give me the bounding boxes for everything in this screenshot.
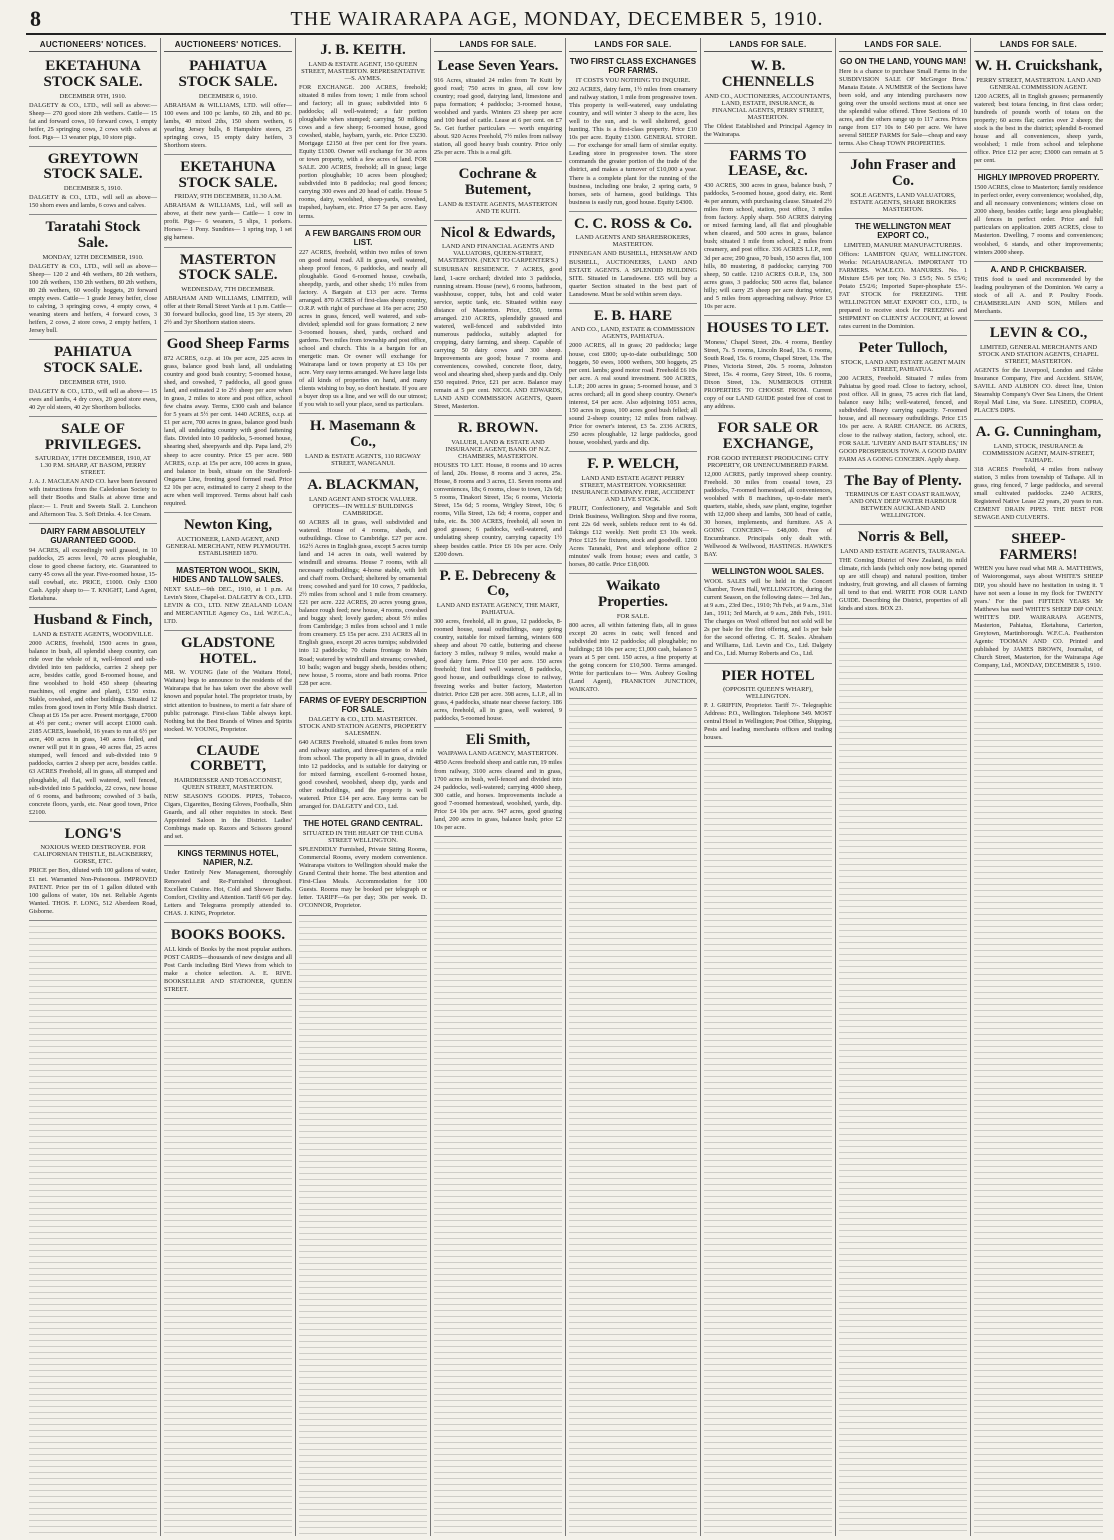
ad-body: HOUSES TO LET. House, 8 rooms and 10 acres of land, 20s. House, 8 rooms and 3 acres, 25s. House, 8 rooms and 3 acres, £1. Seven rooms and conveniences, 18s; 6 rooms, close to town, 12s 6d; 5 rooms, Tinakori Street, 15s; 6 rooms, Victoria Street, 15s 6d; 5 rooms, Wrigley Street, 10s; 6 rooms, Villa Street, 12s 6d; 4 rooms, copper and tubs, etc. 8s. 300 ACRES, freehold, all sown in good grasses; 6 paddocks, well-watered, and undulating sheep country, carrying capacity 1½ sheep besides cattle. Price £6 10s per acre. Only £200 down. [434, 462, 562, 558]
ad-body: DALGETY & CO., LTD., will sell as above:— Sheep— 270 good store 2th wethers. Cattle— 15 fat and forward cows, 10 forward cows, 1 empty heifer, 25 springing cows, 2 cows with calves at foot. Pigs— 13 weaner pigs, 10 store pigs. [29, 101, 157, 141]
advertisement [29, 215, 157, 340]
ad-body: 800 acres, all within fattening flats, all in grass except 20 acres in oats; well fenced and subdivided into 12 paddocks; all ploughable; no buildings; £8 10s per acre; £1,000 cash, balance 5 years at 5 per cent. 150 acres, a fine property at the going concern for £10,500. Terms arranged. Write for particulars to— Wm. Aubrey Gosling (Land Agent), FRANKTON JUNCTION, WAIKATO. [569, 621, 697, 694]
ad-title: MASTERTON WOOL, SKIN, HIDES AND TALLOW SALES. [172, 565, 284, 584]
ad-body: THE Coming District of New Zealand, its mild climate, rich lands (which only now being opened up are still cheap) and natural position, timber industry, fruit growing, and all classes of farming all tend to that end. WRITE FOR OUR LAND GUIDE. Describing the District, properties of all kinds and sizes. BOX 23. [839, 557, 967, 613]
advertisement [569, 54, 697, 212]
ad-title: SHEEP-FARMERS! [999, 530, 1078, 563]
ad-title: Peter Tulloch, [858, 340, 948, 357]
column-1 [26, 38, 161, 1536]
column-text-filler [164, 999, 292, 1536]
ad-subtitle: LAND AND ESTATE AGENTS, TAURANGA. [840, 548, 966, 556]
advertisement [974, 262, 1103, 321]
advertisement [299, 473, 427, 693]
advertisement [29, 147, 157, 216]
ad-subtitle: LAND AND ESTATE AGENCY, THE MART, PAHIATUA. [436, 602, 560, 617]
ad-body: 'Moness,' Chapel Street, 20s. 4 rooms, Bentley Street, 7s. 5 rooms, Lincoln Road, 13s. 6 rooms, South Road, 15s. 6 rooms, Chapel Street, 13s. The Pines, Victoria Street, 20s. 5 rooms, Johnston Street, 15s. 4 rooms, Grey Street, 10s. 6 rooms, Dixon Street, 13s. NUMEROUS OTHER PROPERTIES TO CHOOSE FROM. Current copy of our LAND GUIDE posted free of cost to any address. [704, 338, 832, 410]
ad-body: FOR EXCHANGE. 200 ACRES, freehold; situated 8 miles from town; 1 mile from school and factory; all in grass; subdivided into 6 paddocks; all well-watered; a fair portion ploughable when stumped; carrying 50 milking cows and a few sheep; 6-roomed house, good cowshed, stable, haybarn, yards, etc. Price £3230. Mortgage £2150 at five per cent for five years. Equity £1300. Owner will exchange for 30 acres or town property, with a few acres of land. FOR SALE. 200 ACRES, freehold; all in grass; large portion ploughable; 10 acres been ploughed; subdivided into 8 paddocks; real good fences; carrying 300 ewes and 20 head of cattle. House 5 rooms, dairy, woolshed, sheep-yards, cowshed, trapshed, haybarn, etc. Price £7 5s per acre. Easy terms. [299, 83, 427, 220]
advertisement [434, 416, 562, 563]
column-text-filler [569, 699, 697, 1536]
advertisement [839, 469, 967, 526]
ad-title: HIGHLY IMPROVED PROPERTY. [977, 173, 1100, 183]
ad-body: WHEN you have read what MR A. MATTHEWS, of Waiorongomai, says about WHITE'S SHEEP DIP, you should have no hesitation in using it. 'I have not seen a louse in my flock for TWENTY years.' For the past FIFTEEN YEARS Mr Matthews has used WHITE'S SHEEP DIP ONLY. WHITE'S DIP. WAIRARAPA AGENTS, Masterton, Pahiatua, Eketahuna, Carterton, Greytown, Martinborough. W.F.C.A. Featherston Agents: TOOMAN AND CO. Printed and published by JAMES BROWN, Journalist, of Church Street, Masterton, for the Wairarapa Age Company, Ltd., MONDAY, DECEMBER 5, 1910. [974, 565, 1103, 669]
advertisement [974, 321, 1103, 420]
advertisement [29, 524, 157, 608]
ad-title: Taratahi Stock Sale. [45, 219, 141, 252]
advertisement [839, 153, 967, 219]
column-text-filler [434, 837, 562, 1536]
ad-subtitle: AND CO., LAND, ESTATE & COMMISSION AGENTS, PAHIATUA. [571, 326, 695, 341]
ad-title: SALE OF PRIVILEGES. [44, 420, 142, 453]
ad-subtitle: VALUER, LAND & ESTATE AND INSURANCE AGENT, BANK OF N.Z. CHAMBERS, MASTERTON. [445, 439, 551, 461]
ad-body: 430 ACRES, 300 acres in grass, balance bush, 7 paddocks, 5-roomed house, good dairy, etc. Rent 4s per annum, with purchasing clause. Situated 2½ miles from school, station, post office, 3 miles from factory. Apply sharp. 560 ACRES dairying or mixed farming land, all flat and ploughable when cleared, and 500 acres in grass, balance bush; situated 1 mile from school, 2 miles from creamery, and post office. 336 ACRES L.I.P., rent 3d per acre; 290 grass, 70 bush, 150 acres flat, 100 hills, 80 mustering, 8 paddocks; carrying 700 sheep, 50 cattle. 1210 ACRES O.R.P., 13s, 300 acres grass, 3 paddocks; 500 acres flat, balance hilly; will carry 25 sheep per acre during winter, and 5 miles from approaching railway. Price £3 10s per acre. [704, 182, 833, 310]
ad-subtitle: DECEMBER 5, 1910. [63, 185, 123, 193]
column-4 [431, 38, 566, 1536]
column-text-filler [299, 916, 427, 1536]
ad-body: MR. W. YOUNG (late of the Waitara Hotel, Waitara) begs to announce to the residents of the Wairarapa that he has taken over the above well known and popular hotel. The proprietor trusts, by strict attention to business, to merit a fair share of public patronage. First-class Table always kept. Nothing but the Best Brands of Wines and Spirits stocked. W. YOUNG, Proprietor. [164, 669, 292, 733]
ad-body: 916 Acres, situated 24 miles from Te Kuiti by good road; 750 acres in grass, all cow low country; road good, dairying land, limestone and papa formation; 4 paddocks; 3-roomed house, woolshed and yards. Winters 23 sheep per acre and 100 head of cattle. Lease at 6 per cent. on £7 5s. Get further particulars — worth enquiring about. 920 Acres Freehold, 7½ miles from railway station, all good heavy bush country. Price only 25s per acre. This is a real gift. [434, 76, 562, 157]
ad-body: ABRAHAM & WILLIAMS, LTD. will offer— 100 ewes and 100 pc lambs, 60 2th, and 80 pc. lambs, 40 mixed 2ths, 150 shorn wethers, 6 yearling Jersey bulls, 8 Hampshire steers, 25 springing cows, 15 empty dairy heifers, 3 Shorthorn steers. [164, 101, 292, 149]
ad-body: DALGETY & CO., LTD., will sell as above— Sheep— 120 2 and 4th wethers, 80 2th wethers, 100 2th wethers, 130 2th wethers, 80 2th wethers, 80 2th wethers, 60 woolly hoggets, 20 forward empty ewes. Cattle— 1 grade Jersey heifer, close to calving, 3 springing cows, 4 empty cows, 4 weaning steers and heifers, 4 forward cows, 3 heifers, 2 cows, 2 store cows, 2 empty heifers, 1 Jersey bull. [29, 262, 157, 335]
column-text-filler [29, 921, 157, 1536]
ad-body: Offices: LAMBTON QUAY, WELLINGTON. Works: NGAHAURANGA. IMPORTANT TO FARMERS. W.M.E.CO. MANURES. No. 1 Mixture £5/6 per ton; No. 3 £5/5; No. 5 £5/6; Potato £5/2/6; Imported Super-phosphate £5/-. FAT STOCK for FREEZING. THE WELLINGTON MEAT EXPORT CO., LTD., is prepared to receive stock for FREEZING and SHIPMENT on CLIENTS' ACCOUNT, at lowest rates current in the Dominion. [839, 250, 967, 331]
ad-body: ABRAHAM & WILLIAMS, Ltd., will sell as above, at their new yards— Cattle— 1 cow in profit. Pigs— 6 weaners, 5 slips, 1 porkers. Horses— 1 Pony. Sundries— 1 spring trap, 1 set gig harness. [164, 202, 292, 242]
column-text-filler [974, 675, 1103, 1536]
ad-subtitle: LAND & ESTATE AGENTS, MASTERTON AND TE KUITI. [438, 200, 558, 215]
ad-title: PAHIATUA STOCK SALE. [178, 58, 278, 90]
advertisement [704, 416, 832, 564]
ad-body: The Oldest Established and Principal Agency in the Wairarapa. [704, 122, 832, 138]
ad-body: Under Entirely New Management, thoroughly Renovated and Re-Furnished throughout. Excellent Cuisine. Hot, Cold and Shower Baths. Comfort, Civility and Attention. Tariff 6/6 per day. Letters and Telegrams promptly attended to. CHAS. J. KING, Proprietor. [164, 869, 292, 917]
ad-title: EKETAHUNA STOCK SALE. [43, 58, 143, 90]
ad-body: 227 ACRES, freehold, within two miles of town on good metal road. All in grass, well watered, sheep proof fences, 6 paddocks, and nearly all ploughable. Good 6-roomed house, cowbails, sheepdip, yards, and other sheds; 1½ miles from factory. A Bargain at £13 per acre. Terms arranged. 870 ACRES of first-class sheep country, O.R.P. with right of purchase at 16s per acre; 250 acres in grass, fenced, well watered, and sub-divided; splendid soil for grass formation; 2 new 3-roomed houses, shed, yards, orchard and gardens. Two miles from township and post office, school and church. This is a bargain for an energetic man. Or owner will exchange for Wairarapa land or town property at £3 10s per acre. Very easy terms arranged. We have large lists of all kinds of properties on hand, and many clients wishing to buy, so don't hesitate. If you are a buyer drop us a line, and we will do our utmost; if you wish to sell your place, send us particulars. [299, 248, 427, 409]
advertisement [434, 54, 562, 162]
ad-title: The Bay of Plenty. [844, 472, 962, 489]
ad-body: 12,000 ACRES, partly improved sheep country. Freehold. 30 miles from coastal town, 23 paddocks, 7-roomed homestead, all conveniences, woolshed with 8 machines, up-to-date men's quarters, stable, sheds, saw plant, engine, together with 12,000 sheep and lambs, 300 head of cattle, 30 horses, implements, and furniture. AS A GOING CONCERN— £48,000. Free of Encumbrance. Principals only dealt with. Wellwood & Wellwood, HASTINGS. HAWKE'S BAY. [704, 470, 832, 558]
ad-title: FARMS TO LEASE, &c. [728, 147, 808, 180]
advertisement [434, 221, 562, 417]
advertisement [299, 693, 427, 816]
ad-body: 4850 Acres freehold sheep and cattle run, 19 miles from railway, 3100 acres cleared and in grass, 1700 acres in bush, well-fenced and divided into 24 paddocks, well-watered; carrying 4000 sheep, 300 cattle, and horses. Improvements include a good 7-roomed homestead, woolshed, yards, dip. Price £4 10s per acre. 947 acres, good grazing land, 200 acres in grass, balance bush; price £2 10s per acre. [434, 759, 562, 831]
ad-subtitle: TERMINUS OF EAST COAST RAILWAY, AND ONLY DEEP WATER HARBOUR BETWEEN AUCKLAND AND WELLINGTON. [845, 491, 961, 520]
ad-subtitle: DECEMBER 6TH, 1910. [59, 378, 127, 386]
ad-body: 318 ACRES Freehold, 4 miles from railway station, 3 miles from township of Taihape. All in grass, ring fenced, 7 large paddocks, and several small cultivated paddocks. 2240 ACRES, Registered Native Lease 22 years, 20 years to run. CEMENT DRAIN PIPES. THE BEST FOR SEWAGE AND CULVERTS. [974, 465, 1103, 521]
ad-subtitle: SOLE AGENTS, LAND VALUATORS, ESTATE AGENTS, SHARE BROKERS MASTERTON. [849, 191, 957, 213]
advertisement [164, 332, 292, 513]
ad-title: A. BLACKMAN, [307, 476, 419, 493]
ad-subtitle: NOXIOUS WEED DESTROYER. FOR CALIFORNIAN THISTLE, BLACKBERRY, GORSE, ETC. [33, 844, 153, 866]
column-text-filler [839, 619, 967, 1536]
ad-title: THE WELLINGTON MEAT EXPORT CO., [854, 221, 952, 240]
ad-title: E. B. HARE [593, 307, 673, 324]
ad-subtitle: LIMITED, MANURE MANUFACTURERS. [843, 241, 963, 249]
advertisement [164, 155, 292, 248]
advertisement [29, 608, 157, 822]
ad-body: P. J. GRIFFIN, Proprietor. Tariff 7/-. Telegraphic Address: P.O., Wellington. Telephone 349. MOST central Hotel in Wellington; Post Office, Shipping, Pests and leading merchants offices and trading houses. [704, 702, 832, 742]
ad-title: F. P. WELCH, [587, 456, 679, 473]
ad-title: THE HOTEL GRAND CENTRAL. [303, 819, 423, 829]
ad-body: NEW SEASON'S GOODS. PIPES, Tobacco, Cigars, Cigarettes, Boxing Gloves, Footballs, Shin Guards, and all other requisites in stock. Best Appointed Saloon in the District. Ladies' Combings made up. Razors and Scissors ground and set. [164, 793, 292, 841]
column-2 [161, 38, 296, 1536]
advertisement [434, 162, 562, 221]
ad-body: NEXT SALE—9th DEC., 1910, at 1 p.m. At Levin's Store, Chapel-st. DALGETY & CO., LTD. LEVIN & CO., LTD. NEW ZEALAND LOAN and MERCANTILE Agency Co., Ltd. W.F.C.A., LTD. [164, 585, 292, 625]
ad-subtitle: HAIRDRESSER AND TOBACCONIST, QUEEN STREET, MASTERTON. [174, 777, 282, 792]
advertisement [164, 631, 292, 739]
ad-title: Eli Smith, [465, 731, 531, 748]
advertisement [29, 54, 157, 147]
ad-subtitle: SITUATED IN THE HEART OF THE CUBA STREET WELLINGTON. [302, 830, 424, 845]
ad-title: GREYTOWN STOCK SALE. [43, 150, 143, 183]
ad-title: Lease Seven Years. [437, 58, 559, 74]
ad-body: AGENTS for the Liverpool, London and Globe Insurance Company, Fire and Accident. SHAW, SAVILL AND ALBION CO. direct line, Union Steamship Company's Over Sea Liners, the Orient Royal Mail Line, via Suez. LINSEED, COPRA, PLACE'S DIPS. [974, 366, 1103, 414]
advertisement [974, 54, 1103, 170]
ad-subtitle: LAND AGENT AND STOCK VALUER. OFFICES—IN WELLS' BUILDINGS CAMBRIDGE. [308, 495, 418, 517]
ad-subtitle: DECEMBER 6, 1910. [198, 92, 258, 100]
ad-title: BOOKS BOOKS. [170, 926, 286, 943]
ad-subtitle: IT COSTS YOU NOTHING TO INQUIRE. [575, 77, 691, 84]
advertisement [974, 170, 1103, 261]
ad-title: A FEW BARGAINS FROM OUR LIST. [304, 228, 422, 247]
advertisement [704, 144, 832, 316]
ad-body: DALGETY & CO., LTD., will sell as above— 15 ewes and lambs, 4 dry cows, 20 good store ewes, 40 2yr old steers, 40 2yr Shorthorn bullocks. [29, 387, 157, 411]
ad-body: WOOL SALES will be held in the Concert Chamber, Town Hall, WELLINGTON, during the current Season, on the following dates:— 3rd Jan., at 9 a.m., 23rd Dec., 1910; 7th Feb., at 9 a.m., 31st Jan., 1911; 3rd March, at 9 a.m., 28th Feb., 1911. The charges on Wool offered but not sold will be 2s per bale for the first offering, and 1s per bale for the second offering. C. H. Scales. Abraham and Williams, Ltd. Levin and Co., Ltd. Dalgety and Co., Ltd. Murray Roberts and Co., Ltd. [704, 578, 832, 658]
ad-body: Here is a chance to purchase Small Farms in the SUBDIVISION SALE OF McGregor Bros.' Manaia Estate. A NUMBER of the Sections have been sold, and any intending purchasers now going over the unsold sections must at once see the splendid value offered. Three Sections of 10 acres, and the others range up to 117 acres. Prices range from £17 10s to £40 per acre. We have several SHEEP FARMS for Sale—cheap and easy terms. Also Cheap TOWN PROPERTIES. [839, 68, 967, 148]
ad-body: 640 ACRES Freehold, situated 6 miles from town and railway station, and three-quarters of a mile from school. The property is all in grass, divided into 12 paddocks, and is suitable for dairying or for mixed farming, excellent 6-roomed house, good cowshed, woolshed, sheep dip, yards and other outbuildings, and the property is well watered. Price £14 per acre. Easy terms can be arranged for. DALGETY and CO., Ltd. [299, 738, 427, 811]
ad-subtitle: AND CO., AUCTIONEERS, ACCOUNTANTS, LAND, ESTATE, INSURANCE, & FINANCIAL AGENTS, PERRY STREET, MASTERTON. [704, 92, 832, 121]
advertisement [704, 54, 832, 144]
advertisement [974, 420, 1103, 527]
ad-subtitle: LAND AGENTS AND SHAREBROKERS, MASTERTON. [575, 234, 691, 249]
advertisement [434, 728, 562, 837]
ad-title: GLADSTONE HOTEL. [181, 634, 275, 667]
ad-subtitle: LAND & ESTATE AGENT, 150 QUEEN STREET, MASTERTON. REPRESENTATIVE—S. AYMES. [301, 60, 425, 82]
ad-subtitle: DECEMBER 9TH, 1910. [59, 92, 127, 100]
ad-body: SPLENDIDLY Furnished, Private Sitting Rooms, Commercial Rooms, every modern convenience. Wairarapa visitors to Wellington should make the Grand Central their home. The best attention and First-Class Meals. Accommodation for 100 Guests. Rooms may be booked per telegraph or letter. TARIFF—6s per day; 30s per week. D. O'CONNOR, Proprietor. [299, 846, 427, 910]
ad-title: HOUSES TO LET. [706, 319, 830, 336]
advertisement [164, 923, 292, 999]
advertisement [299, 226, 427, 415]
advertisement [164, 513, 292, 563]
ad-title: KINGS TERMINUS HOTEL, NAPIER, N.Z. [177, 849, 279, 868]
ad-body: 1500 ACRES, close to Masterton; family residence in perfect order, every convenience; woolshed, dip, and all necessary conveniences; winters close on 2000 sheep, besides cattle; large area ploughable; all fences in perfect order. Price and full particulars on application. 2085 ACRES, close to Masterton. Dwelling, 7 rooms and conveniences; woolshed, 6 stands, and other improvements; winters 2000 sheep. [974, 184, 1103, 256]
advertisement [434, 564, 562, 728]
ad-subtitle: DALGETY & CO., LTD. MASTERTON. STOCK AND STATION AGENTS, PROPERTY SALESMEN. [299, 715, 427, 737]
column-3 [296, 38, 431, 1536]
ad-title: Waikato Properties. [597, 578, 669, 610]
ad-body: FINNEGAN AND BUSHELL, HENSHAW AND BUSHELL, AUCTIONEERS, LAND AND ESTATE AGENTS. A SPLENDID BUILDING SITE. Situated in Lansdowne. £65 will buy a quarter Section situated in the best part of Lansdowne. Must be sold within seven days. [569, 250, 697, 298]
column-heading: AUCTIONEERS' NOTICES. [164, 38, 292, 52]
ad-subtitle: LAND & ESTATE AGENTS, WOODVILLE. [33, 630, 153, 638]
ad-subtitle: LAND & ESTATE AGENTS, 110 RIGWAY STREET, WANGANUI. [305, 452, 421, 467]
ad-title: PAHIATUA STOCK SALE. [43, 344, 143, 376]
ad-body: 2000 ACRES, all in grass; 20 paddocks; large house, cost £800; up-to-date outbuildings; 500 hoggets, 50 ewes, 1000 wethers, 300 hoggets, 25 per cent. lambs; good motor road. Freehold £6 10s per acre. A real sound investment. 500 ACRES, L.I.P.; 200 acres in grass; 5-roomed house, and 3 acres orchard; all in good sheep country. Owner's interest, £4 per acre. Also adjoining 1051 acres, 150 acres in grass, 100 acres good bush felled; all sound 2-sheep country; 12 miles from railway. Price for owner's interest, £3 5s. 2336 ACRES, 250 acres ploughable, 12 large paddocks, good house, woolshed, yards and dip. [569, 342, 697, 447]
ad-body: 94 ACRES, all exceedingly well grassed, in 10 paddocks, 25 acres level, 70 acres ploughable, close to good cheese factory, etc. Guaranteed to carry 45 cows all the year. Five-roomed house, 15-stall cowbail, etc. PRICE, £1000. Only £300 Cash. Apply sharp to— T. KNIGHT, Land Agent, Eketahuna. [29, 546, 157, 602]
ad-body: ALL kinds of Books by the most popular authors. POST CARDS—thousands of new designs and all Post Cards including Bird Views from which to make a choice selection. A. E. RIVE. BOOKSELLER AND STATIONER, QUEEN STREET. [164, 945, 292, 993]
ad-title: A. AND P. CHICKBAISER. [990, 264, 1087, 274]
column-5 [566, 38, 701, 1536]
ad-title: H. Masemann & Co., [309, 418, 417, 451]
ad-subtitle: WEDNESDAY, 7TH DECEMBER. [181, 286, 275, 294]
ad-title: PIER HOTEL [721, 667, 815, 684]
column-heading: LANDS FOR SALE. [974, 38, 1103, 52]
ad-body: J. A. J. MACLEAN AND CO. have been favoured with instructions from the Caledonian Society to sell their Booths and Stalls at above time and place:— 1. Fruit and Sweets Stall. 2. Luncheon and Afternoon Tea. 3. Soft Drinks. 4. Ice Cream. [29, 478, 157, 518]
ad-body: DALGETY & CO., LTD., will sell as above— 150 shorn ewes and lambs, 6 cows and calves. [29, 194, 157, 210]
advertisement [299, 38, 427, 226]
page-number: 8 [30, 6, 41, 31]
masthead-title: THE WAIRARAPA AGE, MONDAY, DECEMBER 5, 1910. [290, 8, 824, 30]
ad-body: ABRAHAM AND WILLIAMS, LIMITED, will offer at their Renall Street Yards at 1 p.m. Cattle— 30 forward bullocks, good line, 15 3yr steers, 20 2½ and 3yr Shorthorn station steers. [164, 295, 292, 327]
ad-subtitle: (OPPOSITE QUEEN'S WHARF), WELLINGTON. [723, 686, 813, 701]
advertisement [839, 54, 967, 153]
ad-body: 872 ACRES, o.r.p. at 10s per acre, 225 acres in grass, balance good bush land, all undulating country and good bush country; 5-roomed house, shed, and cowshed, 7 paddocks, all good grass land, and estimated 2 to 2½ sheep per acre when in grass, 2 miles to store and post office, school few chains away. Terms, £300 cash and balance for 5 years at 5½ per cent. 1440 ACRES, o.r.p. at £1 per acre, 700 acres in grass, balance good bush land, all undulating country with good fattening flats. Divided into 10 paddocks, 5-roomed house, shearing shed, sheepyards and dip. Papa land, 2½ sheep to acre country. Price £5 per acre. 980 ACRES, o.r.p. at 15s per acre, 100 acres in grass, and balance in bush, situate on the Stratford-Ongarue Line, fronting good formed road. Price £2 10s per acre, estimated to carry 2 sheep to the acre when well improved. Terms about half cash required. [164, 354, 292, 507]
advertisement [974, 527, 1103, 675]
advertisement [704, 564, 832, 663]
ad-subtitle: LAND AND ESTATE AGENT PERRY STREET, MASTERTON. YORKSHIRE INSURANCE COMPANY. FIRE, ACCIDENT AND LIVE STOCK. [571, 474, 695, 503]
advertisement [164, 563, 292, 631]
advertisement [704, 316, 832, 416]
ad-subtitle: MONDAY, 12TH DECEMBER, 1910. [42, 253, 144, 261]
ad-title: FARMS OF EVERY DESCRIPTION FOR SALE. [299, 695, 427, 714]
ad-body: SUBURBAN RESIDENCE. 7 ACRES, good land, 1-acre orchard; divided into 3 paddocks, running stream. House (new), 6 rooms, bathroom, washhouse, copper, tubs, hot and cold water service, septic tank, etc. Situated within easy distance of Masterton. Price, £550, terms arranged. 210 ACRES, splendidly grassed and watered, well-fenced and subdivided into numerous paddocks, suitably adapted for cropping, dairy farming, and sheep. Capable of carrying 50 dairy cows and 300 sheep. Improvements are good; house 7 rooms and conveniences, cowshed, concrete floor, dairy, wool and shearing shed, sheep yards and dip. Only £50 required. Price, £21 per acre. Balance may remain at 5 per cent. NICOL AND EDWARDS, LAND AND COMMISSION AGENTS, Queen Street, Masterton. [434, 266, 563, 411]
ad-subtitle: SATURDAY, 17TH DECEMBER, 1910, AT 1.30 P.M. SHARP, AT BASOM, PERRY STREET. [35, 455, 151, 477]
advertisement [164, 846, 292, 922]
column-heading: AUCTIONEERS' NOTICES. [29, 38, 157, 52]
advertisement [164, 248, 292, 333]
advertisement [569, 574, 697, 699]
column-text-filler [704, 747, 832, 1536]
ad-subtitle: LIMITED, GENERAL MERCHANTS AND STOCK AND STATION AGENTS, CHAPEL STREET, MASTERTON. [978, 343, 1099, 365]
advertisement [29, 822, 157, 921]
ad-title: EKETAHUNA STOCK SALE. [178, 158, 278, 191]
advertisement [569, 304, 697, 452]
ad-title: GO ON THE LAND, YOUNG MAN! [839, 57, 967, 66]
advertisement [29, 340, 157, 417]
ad-body: THIS food is used and recommended by the leading poultrymen of the Dominion. We carry a stock of all A. and P. Poultry Foods. CHAMBERLAIN AND SON, Millers and Merchants. [974, 275, 1103, 315]
ad-title: R. BROWN. [457, 420, 539, 437]
ad-subtitle: AUCTIONEER, LAND AGENT, AND GENERAL MERCHANT, NEW PLYMOUTH. ESTABLISHED 1870. [165, 535, 291, 557]
column-7 [836, 38, 971, 1536]
ad-subtitle: STOCK, LAND AND ESTATE AGENT MAIN STREET, PAHIATUA. [840, 359, 966, 374]
ad-title: P. E. Debreceny & Co, [439, 567, 557, 600]
ad-subtitle: WAIPAWA LAND AGENCY, MASTERTON. [437, 750, 559, 758]
ad-title: John Fraser and Co. [850, 157, 956, 190]
column-heading: LANDS FOR SALE. [704, 38, 832, 52]
ad-title: Newton King, [183, 516, 273, 533]
ad-subtitle: LAND AND FINANCIAL AGENTS AND VALUATORS, QUEEN-STREET, MASTERTON. (NEXT TO CARPENTER'S.) [437, 243, 559, 265]
ad-title: MASTERTON STOCK SALE. [178, 251, 278, 284]
advertisement [29, 417, 157, 524]
masthead-rule [26, 33, 1106, 35]
advertisement [299, 414, 427, 473]
ad-subtitle: LAND, STOCK, INSURANCE & COMMISSION AGENT, MAIN-STREET, TAIHAPE. [982, 442, 1095, 464]
ad-title: FOR SALE OR EXCHANGE, [717, 420, 819, 452]
advertisement [839, 525, 967, 618]
ad-title: DAIRY FARM ABSOLUTELY GUARANTEED GOOD. [40, 526, 146, 545]
ad-body: PRICE per Box, diluted with 100 gallons of water, £1 net. Warranted Non-Poisonous. IMPROVED PATENT. Price per tin of 1 gallon diluted with 100 gallons of water, 10s net. Reliable Agents Wanted. THOS. F. LONG, 512 Aberdeen Road, Gisborne. [29, 867, 157, 915]
ad-title: Good Sheep Farms [166, 336, 290, 353]
ad-subtitle: PERRY STREET, MASTERTON. LAND AND GENERAL COMMISSION AGENT. [976, 76, 1101, 91]
ad-subtitle: FOR SALE. [616, 612, 650, 620]
advertisement [569, 212, 697, 304]
ad-body: 300 acres, freehold, all in grass, 12 paddocks, 8-roomed house, usual outbuildings, easy going country, suitable for mixed farming, winters 600 sheep and about 70 cattle, buttering and cheese factory 3 miles, railway 9 miles, would make a good dairy farm. Price £10 per acre. 150 acres freehold; first land well watered, 8 paddocks, good house, and outbuildings close to railway, freezing works and butter factory, Masterton district. Price £28 per acre. 398 acres, L.I.P., all in grass, 4 paddocks, situate near cheese factory. 186 acres, freehold, all in grass, well watered, 9 paddocks, 5-roomed house. [434, 618, 562, 722]
ad-title: LONG'S [64, 825, 122, 842]
column-8 [971, 38, 1106, 1536]
ad-title: C. C. ROSS & Co. [574, 215, 692, 232]
columns-container [26, 38, 1106, 1536]
ad-body: 202 ACRES, dairy farm, 1½ miles from creamery and railway station, 1 mile from progressive town. This property is well-watered, easy undulating country, and will winter 3 sheep to the acre, lies well to the sun, and is well sheltered, good hunting. This is a first-class property. Price £10 10s per acre. Equity £1300. GENERAL STORE. — For exchange for small farm of similar equity. Leading store in progressive town. The store commands the greater portion of the trade of the district, and makes a turnover of £10,000 a year. There is a complete plant for the running of the business, including one brake, 2 spring carts, 9 horses, sets of harness, good buildings. This business is easily run, good house. Equity £4300. [569, 86, 697, 206]
ad-title: LEVIN & CO., [989, 324, 1088, 341]
ad-body: 60 ACRES all in grass, well subdivided and watered. House of 4 rooms, sheds, and outbuildings. Close to Cambridge. £27 per acre. 162½ Acres in English grass, except 5 acres turnip land and 14 acres in oats, well watered by windmill and streams. House 7 rooms, with all necessary outbuildings; 4-horse stable, with loft and chaff room. Orchard; sheltered by ornamental trees; cowshed and yard for 10 cows, 7 paddocks, 2½ miles from school and 1 mile from creamery. £21 per acre. 222 ACRES, 20 acres young grass, balance rough feed; new house, 4 rooms, cowshed and buggy shed; lovely garden; about 5½ miles from Cambridge; 3 miles from school and 1 mile from creamery. £5 15s per acre. 231 ACRES all in English grass, except 20 acres turnips; subdivided into 12 paddocks; 70 chains frontage to Main Road; watered by windmill and streams; cowshed, 10 bails; wagon and buggy sheds, besides others; new house, 5 rooms, store and bath rooms. Price £28 per acre. [299, 518, 427, 687]
ad-title: W. B. CHENNELLS [721, 58, 815, 90]
advertisement [839, 336, 967, 468]
masthead [0, 0, 1114, 34]
advertisement [299, 816, 427, 915]
ad-body: 200 ACRES, Freehold. Situated 7 miles from Pahiatua by good road. Close to factory, school, post office. All in grass, 75 acres rich flat land, balance easy hills; well-watered, fenced, and subdivided. Heavy carrying capacity. 7-roomed house, and all necessary outbuildings. Price £15 10s per acre. A RARE CHANCE. 86 ACRES, close to the railway station, factory, school, etc. FOR SALE. 'LIVERY AND BAIT STABLES,' IN GOOD PROSPEROUS TOWN. A GOOD DAIRY FARM AS A GOING CONCERN. Apply sharp. [839, 375, 967, 463]
ad-subtitle: FOR GOOD INTEREST PRODUCING CITY PROPERTY, OR UNENCUMBERED FARM. [707, 454, 829, 469]
ad-subtitle: FRIDAY, 9TH DECEMBER, 11.30 A.M. [174, 193, 282, 201]
ad-title: WELLINGTON WOOL SALES. [712, 567, 824, 577]
advertisement [164, 54, 292, 155]
column-6 [701, 38, 836, 1536]
ad-title: J. B. KEITH. [320, 42, 406, 58]
ad-title: Nicol & Edwards, [440, 224, 556, 241]
ad-body: FRUIT, Confectionery, and Vegetable and Soft Drink Business, Wellington. Shop and five rooms, rent 22s 6d week, sublets reduce rent to 4s 6d. Takings £12 weekly. Nett profit £3 10s week. Price £125 for fixtures, stock and goodwill. 1200 Acres Taranaki, Pest and telephone office 2 minutes' walk from house; ewes and cattle, 3 horses, 80 cattle. Price £18,000. [569, 504, 697, 569]
ad-title: W. H. Cruickshank, [974, 58, 1103, 74]
ad-title: TWO FIRST CLASS EXCHANGES FOR FARMS. [569, 57, 697, 75]
advertisement [839, 219, 967, 336]
advertisement [704, 664, 832, 748]
ad-title: Norris & Bell, [857, 529, 949, 546]
ad-title: A. G. Cunningham, [975, 423, 1102, 440]
ad-title: CLAUDE CORBETT, [190, 742, 266, 775]
column-heading: LANDS FOR SALE. [569, 38, 697, 52]
column-heading: LANDS FOR SALE. [839, 38, 967, 52]
column-heading: LANDS FOR SALE. [434, 38, 562, 52]
ad-title: Husband & Finch, [33, 611, 153, 628]
ad-body: 1200 ACRES, all in English grasses; permanently watered; best totara fencing, in first class order; hundreds of pounds worth of totara on the property; 60 acres flat; carries over 2 sheep; the stock is the best in the district; splendid 8-roomed house and all conveniences, sheep yards, woolshed; 1 mile from school and telephone office. Price £12 per acre; £3000 can remain at 5 per cent. [974, 92, 1103, 165]
ad-body: 2000 ACRES, freehold, 1500 acres in grass, balance in bush, all splendid sheep country, can ride over the whole of it, well-fenced and sub-divided into ten paddocks, carries 2 sheep per acre, besides cattle, good 8-roomed house, and fine woolshed to hold 450 sheep (shearing machines, oil engine and plant), £150 extra. Stable, cowshed, and other buildings. Situated 12 miles from good town in Forty Mile Bush district. Cheap at £6 15s per acre. Present mortgage, £7000 at 4½ per cent.; owner will accept £1000 cash. 2185 ACRES, leasehold, 16 years to run at 6½ per acre, 400 acres in grass, 140 acres felled, and owner will put it in grass, 40 acres flat, 25 acres stumped, well fenced and sub-divided into 9 paddocks, carries 2 sheep per acre, besides cattle. 63 ACRES Freehold, all in grass, all stumped and ploughable, all flat, well watered, well fenced, sub-divided into 5 paddocks, 22 cows, new house of 6 rooms, and bathroom; cowshed of 3 bails, concrete floors, yards, etc. Near good town, Price £2100. [29, 639, 157, 816]
advertisement [569, 452, 697, 574]
ad-title: Cochrane & Butement, [458, 166, 538, 198]
advertisement [164, 739, 292, 847]
